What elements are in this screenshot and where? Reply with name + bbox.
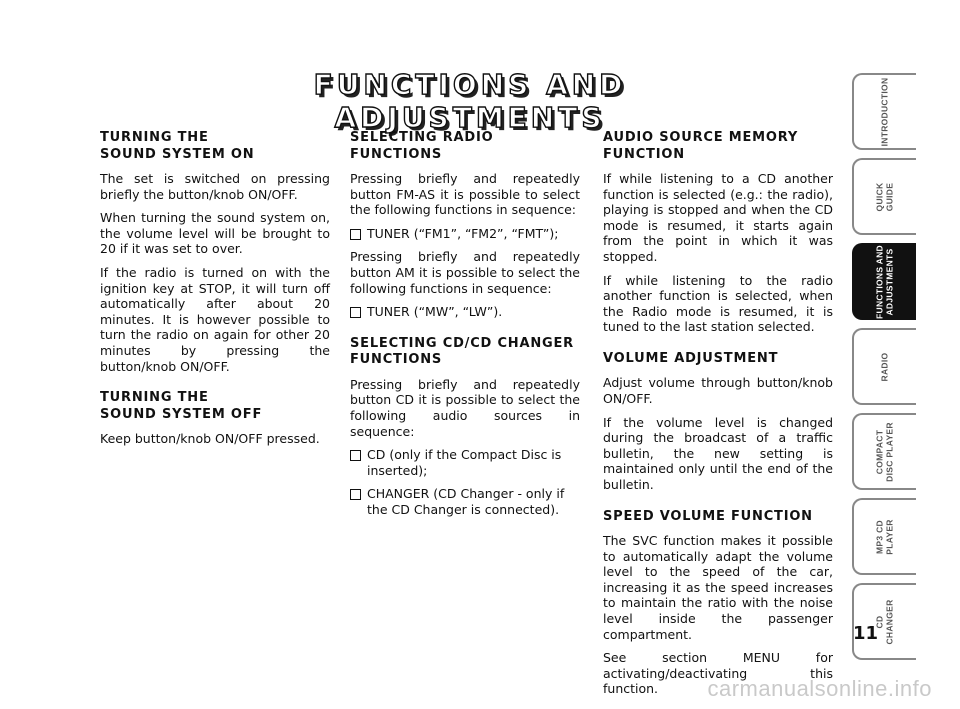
section-tabs <box>852 73 916 668</box>
paragraph: When turning the sound system on, the volume level will be brought to 20 if it was set to over. <box>100 210 330 257</box>
paragraph: Keep button/knob ON/OFF pressed. <box>100 431 320 447</box>
tab-quick-guide[interactable]: QUICK GUIDE <box>852 158 916 235</box>
heading-volume-adjustment: VOLUME ADJUSTMENT <box>603 350 779 366</box>
tab-functions-and-adjustments[interactable]: FUNCTIONS AND ADJUSTMENTS <box>852 243 916 320</box>
paragraph: See section MENU for activating/deactivating this function. <box>603 650 833 697</box>
paragraph: Pressing briefly and repeatedly button CD it is possible to select the following audio sources in sequence: <box>350 376 580 439</box>
tab-cd-changer[interactable]: CD CHANGER <box>852 583 916 660</box>
page-title: FUNCTIONS AND ADJUSTMENTS <box>313 68 627 134</box>
heading-turning-on: TURNING THE SOUND SYSTEM ON <box>100 130 255 162</box>
paragraph: The SVC function makes it possible to automatically adapt the volume level to the speed of the car, increasing it as the speed increases to maintain the ratio with the noise level inside the passenger compartment. <box>603 533 833 642</box>
heading-speed-volume: SPEED VOLUME FUNCTION <box>603 508 813 524</box>
tab-radio[interactable]: RADIO <box>852 328 916 405</box>
tab-compact-disc-player[interactable]: COMPACT DISC PLAYER <box>852 413 916 490</box>
paragraph: Pressing briefly and repeatedly button FM-AS it is possible to select the following functions in sequence: <box>350 171 580 218</box>
list-item: TUNER (“MW”, “LW”). <box>350 304 580 320</box>
heading-audio-source-memory: AUDIO SOURCE MEMORY FUNCTION <box>603 130 799 162</box>
checkbox-bullet-icon <box>350 450 361 461</box>
list-item: CHANGER (CD Changer - only if the CD Changer is connected). <box>350 486 580 517</box>
watermark: carmanualsonline.info <box>707 676 932 701</box>
paragraph: If the radio is turned on with the ignition key at STOP, it will turn off automatically after about 20 minutes. It is however possible to turn the radio on again for other 20 minutes by pressing the button/knob ON/OFF. <box>100 264 330 374</box>
paragraph: If while listening to a CD another function is selected (e.g.: the radio), playing is stopped and when the CD mode is resumed, it starts again from the point in which it was stopped. <box>603 171 833 264</box>
paragraph: If while listening to the radio another function is selected, when the Radio mode is resumed, it is tuned to the last station selected. <box>603 272 833 335</box>
list-item: TUNER (“FM1”, “FM2”, “FMT”); <box>350 226 580 242</box>
heading-turning-off: TURNING THE SOUND SYSTEM OFF <box>100 390 263 422</box>
paragraph: Pressing briefly and repeatedly button AM it is possible to select the following functions in sequence: <box>350 249 580 296</box>
paragraph: Adjust volume through button/knob ON/OFF. <box>603 375 833 407</box>
heading-selecting-radio: SELECTING RADIO FUNCTIONS <box>350 130 494 162</box>
paragraph: If the volume level is changed during the broadcast of a traffic bulletin, the new setting is maintained only until the end of the bulletin. <box>603 414 833 492</box>
tab-mp3-cd-player[interactable]: MP3 CD PLAYER <box>852 498 916 575</box>
column-1 <box>100 130 330 455</box>
checkbox-bullet-icon <box>350 489 361 500</box>
page-number: 11 <box>852 623 878 644</box>
column-3 <box>603 130 833 705</box>
checkbox-bullet-icon <box>350 307 361 318</box>
heading-selecting-cd: SELECTING CD/CD CHANGER FUNCTIONS <box>350 335 574 368</box>
column-2 <box>350 130 580 526</box>
checkbox-bullet-icon <box>350 229 361 240</box>
paragraph: The set is switched on pressing briefly the button/knob ON/OFF. <box>100 171 330 202</box>
tab-introduction[interactable]: INTRODUCTION <box>852 73 916 150</box>
list-item: CD (only if the Compact Disc is inserted); <box>350 447 580 478</box>
